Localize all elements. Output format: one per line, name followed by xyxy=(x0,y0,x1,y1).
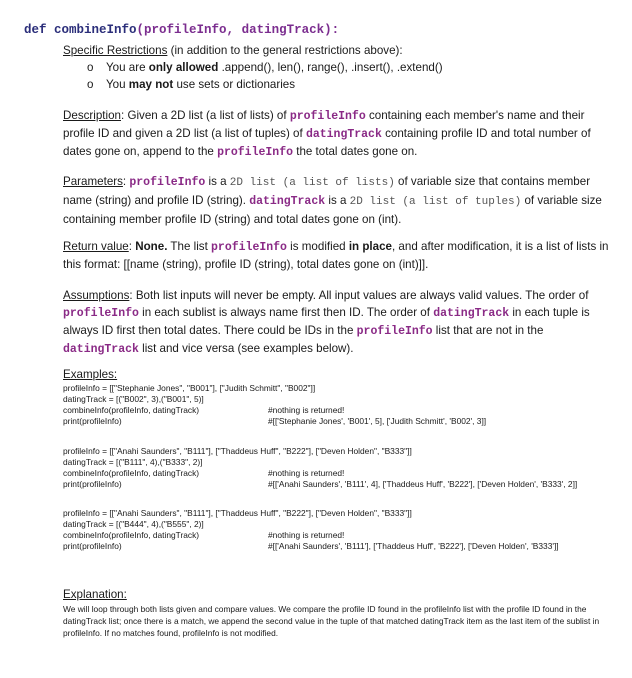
restriction-bullet-forbidden xyxy=(63,76,618,93)
example-call: combineInfo(profileInfo, datingTrack) xyxy=(63,530,200,541)
parameters-section xyxy=(63,173,618,228)
example-print: print(profileInfo) xyxy=(63,541,122,552)
example-2 xyxy=(63,446,623,490)
code-type: 2D list (a list of lists) xyxy=(229,177,395,189)
return-value-section xyxy=(63,238,618,273)
example-line xyxy=(63,479,623,490)
example-line: datingTrack = [("B002", 3),("B001", 5)] xyxy=(63,394,204,405)
return-text: , and after modification, it is a list of lists in this format: [[name (string), profile ID (string), total dates gone on (int)]]. xyxy=(63,240,609,271)
def-keyword: def xyxy=(24,23,47,37)
explanation-text: We will loop through both lists given and compare values. We compare the profile ID found in the profileInfo list with the profile ID found in the datingTrack list; once there is a match, we append the second value in the tuple of that matched datingTrack item as the last item of the sublist in profileInfo. If no matches found, profileInfo is not modified. xyxy=(63,604,600,638)
example-line xyxy=(63,405,623,416)
description-section xyxy=(63,107,618,161)
description-text: containing profile ID and total number of dates gone on, append to the xyxy=(63,127,591,158)
restrictions-title: Specific Restrictions xyxy=(63,44,168,57)
code-keyword: profileInfo xyxy=(63,307,139,320)
example-line xyxy=(63,530,623,541)
bullet-text: .append(), len(), range(), .insert(), .extend() xyxy=(218,61,443,74)
assumptions-text: list that are not in the xyxy=(432,324,544,337)
code-type: 2D list (a list of tuples) xyxy=(349,196,522,208)
code-keyword: datingTrack xyxy=(305,128,382,141)
code-keyword: profileInfo xyxy=(211,241,287,254)
example-line: datingTrack = [("B111", 4),("B333", 2)] xyxy=(63,457,203,468)
restrictions-subtitle: (in addition to the general restrictions above): xyxy=(167,44,403,57)
parameters-text: is a xyxy=(325,194,350,207)
code-keyword: datingTrack xyxy=(249,195,326,208)
example-line xyxy=(63,468,623,479)
code-keyword: profileInfo xyxy=(289,110,366,123)
code-keyword: datingTrack xyxy=(433,307,510,320)
bullet-text: You xyxy=(106,78,129,91)
example-line xyxy=(63,541,623,552)
example-print: print(profileInfo) xyxy=(63,479,122,490)
function-name: combineInfo xyxy=(54,23,137,37)
examples-title: Examples: xyxy=(63,368,118,381)
parameters-text: : xyxy=(122,175,130,188)
assumptions-section xyxy=(63,287,618,358)
assumptions-text: : Both list inputs will never be empty. All input values are always valid values. The order of xyxy=(129,289,589,302)
example-line: profileInfo = [["Stephanie Jones", "B001"], ["Judith Schmitt", "B002"]] xyxy=(63,383,316,393)
parameters-text: of variable size containing member profile ID (string) and total dates gone on (int). xyxy=(63,194,602,226)
bullet-text: use sets or dictionaries xyxy=(173,78,296,91)
bullet-circle-icon: o xyxy=(87,61,94,74)
example-comment: #nothing is returned! xyxy=(268,530,345,541)
code-keyword: datingTrack xyxy=(63,343,139,356)
description-text: : Given a 2D list (a list of lists) of xyxy=(121,109,290,122)
example-output: #[['Anahi Saunders', 'B111'], ['Thaddeus Huff', 'B222'], ['Deven Holden', 'B333']] xyxy=(268,541,559,552)
bullet-bold: may not xyxy=(128,78,174,91)
bullet-bold: only allowed xyxy=(148,61,219,74)
code-keyword: profileInfo xyxy=(217,146,293,159)
return-text: : xyxy=(128,240,136,253)
example-line: profileInfo = [["Anahi Saunders", "B111"], ["Thaddeus Huff", "B222"], ["Deven Holden", "B333"]] xyxy=(63,446,412,456)
example-line xyxy=(63,416,623,427)
explanation-title: Explanation: xyxy=(63,588,127,601)
example-output: #[['Stephanie Jones', 'B001', 5], ['Judith Schmitt', 'B002', 3]] xyxy=(268,416,487,427)
assumptions-label: Assumptions xyxy=(63,289,130,302)
example-call: combineInfo(profileInfo, datingTrack) xyxy=(63,405,200,416)
restrictions-section xyxy=(63,42,618,93)
parameters-text: of variable size that contains member name (string) and profile ID (string). xyxy=(63,175,591,207)
return-bold: in place xyxy=(348,240,392,253)
parameters-text: is a xyxy=(205,175,230,188)
example-line: profileInfo = [["Anahi Saunders", "B111"], ["Thaddeus Huff", "B222"], ["Deven Holden", "B333"]] xyxy=(63,508,412,518)
function-signature xyxy=(24,23,339,37)
code-keyword: profileInfo xyxy=(356,325,433,338)
return-value-label: Return value xyxy=(63,240,129,253)
description-label: Description xyxy=(63,109,121,122)
function-params: (profileInfo, datingTrack): xyxy=(136,23,340,37)
example-print: print(profileInfo) xyxy=(63,416,122,427)
parameters-label: Parameters xyxy=(63,175,123,188)
example-3 xyxy=(63,508,623,552)
return-bold: None. xyxy=(135,240,168,253)
description-text: containing each member's name and their profile ID and given a 2D list (a list of tuples) of xyxy=(63,109,585,140)
code-keyword: profileInfo xyxy=(129,176,206,189)
example-line: datingTrack = [("B444", 4),("B555", 2)] xyxy=(63,519,204,530)
assumptions-text: in each sublist is always name first then ID. The order of xyxy=(138,306,434,319)
example-call: combineInfo(profileInfo, datingTrack) xyxy=(63,468,200,479)
return-text: The list xyxy=(167,240,212,253)
bullet-text: You are xyxy=(106,61,149,74)
assumptions-text: in each tuple is always ID first then total dates. There could be IDs in the xyxy=(63,306,590,337)
example-1 xyxy=(63,383,623,427)
assumptions-text: list and vice versa (see examples below). xyxy=(138,342,354,355)
bullet-circle-icon: o xyxy=(87,78,94,91)
example-comment: #nothing is returned! xyxy=(268,405,345,416)
example-comment: #nothing is returned! xyxy=(268,468,345,479)
description-text: the total dates gone on. xyxy=(293,145,418,158)
restriction-bullet-allowed xyxy=(63,59,618,76)
example-output: #[['Anahi Saunders', 'B111', 4], ['Thaddeus Huff', 'B222'], ['Deven Holden', 'B333', 2]] xyxy=(268,479,578,490)
return-text: is modified xyxy=(286,240,349,253)
